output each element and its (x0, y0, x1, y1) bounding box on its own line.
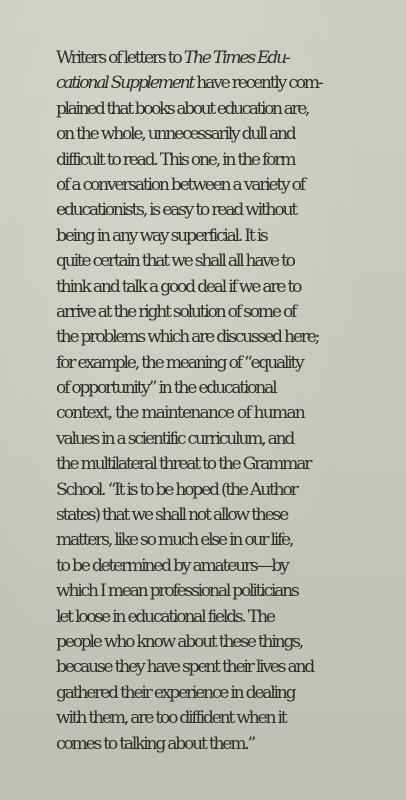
text-line (56, 401, 406, 426)
text-line (56, 148, 406, 173)
text-segment: educationists, is easy to read without (56, 200, 296, 221)
text-line (56, 554, 406, 579)
text-line (56, 275, 406, 300)
text-line (56, 300, 406, 325)
text-segment: School. “It is to be hoped (the Author (56, 479, 297, 500)
text-segment: on the whole, unnecessarily dull and (56, 124, 295, 145)
text-line (56, 198, 406, 223)
text-segment: for example, the meaning of “equality (56, 352, 303, 373)
text-line (56, 46, 406, 71)
text-segment: states) that we shall not allow these (56, 505, 288, 526)
text-line (56, 478, 406, 503)
text-segment: quite certain that we shall all have to (56, 251, 294, 272)
text-line (56, 325, 406, 350)
text-segment: values in a scientific curriculum, and (56, 428, 294, 449)
text-segment: difficult to read. This one, in the form (56, 149, 295, 170)
text-line (56, 452, 406, 477)
text-segment: people who know about these things, (56, 631, 302, 652)
text-line (56, 173, 406, 198)
italic-title-segment: cational Supplement (56, 73, 194, 94)
text-segment: plained that books about education are, (56, 98, 308, 119)
text-line (56, 376, 406, 401)
text-line (56, 579, 406, 604)
text-segment: matters, like so much else in our life, (56, 530, 293, 551)
text-line (56, 655, 406, 680)
text-segment: with them, are too diffident when it (56, 708, 286, 729)
text-line (56, 732, 406, 757)
text-segment: have recently com- (193, 73, 322, 94)
italic-title-segment: The Times Edu- (183, 48, 289, 68)
text-segment: to be determined by amateurs—by (56, 555, 288, 576)
text-line (56, 681, 406, 706)
text-segment: let loose in educational fields. The (56, 606, 274, 627)
text-line (56, 351, 406, 376)
text-segment: because they have spent their lives and (56, 657, 314, 678)
text-line (56, 122, 406, 147)
text-segment: comes to talking about them.” (56, 733, 255, 754)
text-segment: arrive at the right solution of some of (56, 301, 296, 322)
text-line (56, 503, 406, 528)
text-line (56, 605, 406, 630)
text-line (56, 97, 406, 122)
text-segment: context, the maintenance of human (56, 403, 304, 424)
text-segment: gathered their experience in dealing (56, 682, 295, 703)
text-segment: of opportunity” in the educational (56, 378, 276, 399)
text-line (56, 249, 406, 274)
text-segment: being in any way superficial. It is (56, 225, 267, 246)
text-segment: of a conversation between a variety of (56, 174, 304, 195)
text-line (56, 71, 406, 96)
text-segment: the multilateral threat to the Grammar (56, 454, 311, 475)
text-line (56, 706, 406, 731)
text-segment: the problems which are discussed here; (56, 327, 319, 348)
text-line (56, 224, 406, 249)
text-line (56, 427, 406, 452)
text-segment: think and talk a good deal if we are to (56, 276, 301, 297)
blurb-paragraph (56, 46, 406, 757)
text-segment: which I mean professional politicians (56, 581, 298, 602)
text-segment: Writers of letters to (56, 48, 184, 68)
text-line (56, 528, 406, 553)
text-line (56, 630, 406, 655)
